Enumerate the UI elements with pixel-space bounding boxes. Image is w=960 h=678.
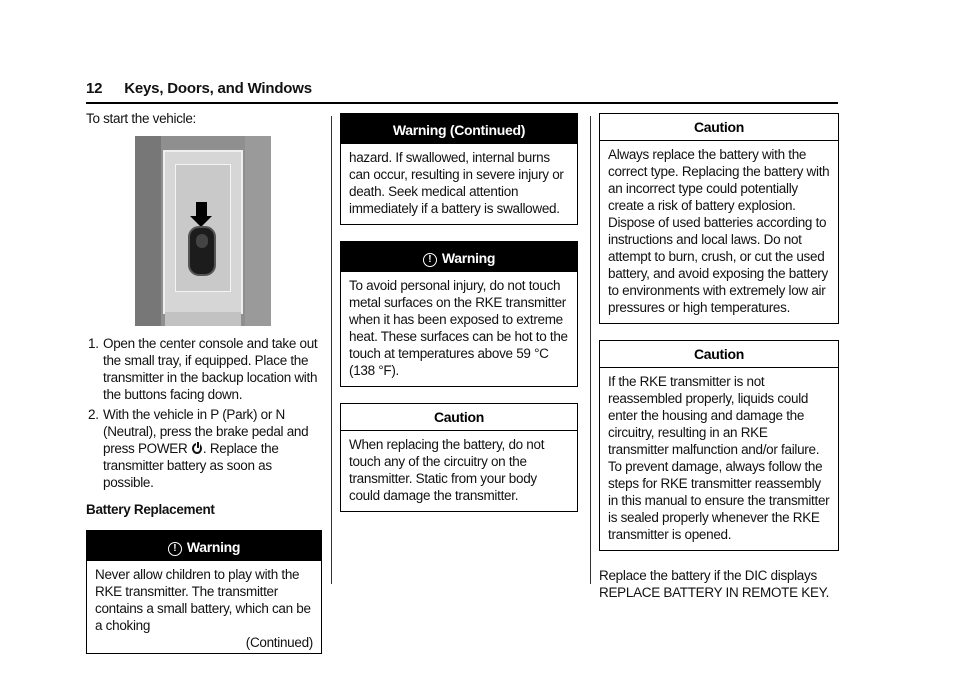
caution-title: Caution bbox=[600, 341, 838, 368]
intro-text: To start the vehicle: bbox=[86, 111, 197, 126]
warning-title: Warning bbox=[441, 250, 496, 266]
closing-text: Replace the battery if the DIC displays REPLACE BATTERY IN REMOTE KEY. bbox=[599, 568, 830, 600]
console-backup-location-photo bbox=[135, 136, 271, 326]
column-3 bbox=[599, 113, 839, 601]
page-header bbox=[86, 80, 312, 97]
caution-box-circuitry bbox=[340, 403, 578, 512]
caution-body: When replacing the battery, do not touch any of the circuitry on the transmitter. Static from your body could damage the transmitter. bbox=[349, 437, 545, 503]
battery-replacement-heading: Battery Replacement bbox=[86, 502, 215, 517]
down-arrow-icon bbox=[196, 202, 207, 216]
caution-box-reassembly bbox=[599, 340, 839, 551]
caution-box-battery-type bbox=[599, 113, 839, 324]
power-icon bbox=[192, 443, 202, 454]
warning-body: To avoid personal injury, do not touch metal surfaces on the RKE transmitter when it has been exposed to extreme heat. These surfaces can be hot to the touch at temperatures above 59 °C (138 °F). bbox=[349, 278, 568, 378]
warning-continued-box bbox=[340, 113, 578, 225]
warning-continued-body: hazard. If swallowed, internal burns can occur, resulting in severe injury or death. Seek medical attention immediately if a battery is swallowed. bbox=[349, 150, 564, 216]
list-item: 2. With the vehicle in P (Park) or N (Neutral), press the brake pedal and press POWER . Replace the transmitter battery as soon as possible. bbox=[88, 407, 309, 490]
exclamation-circle-icon: ! bbox=[168, 542, 182, 556]
start-steps-list bbox=[86, 335, 322, 491]
caution-body: If the RKE transmitter is not reassembled properly, liquids could enter the housing and damage the circuitry, resulting in an RKE transmitter malfunction and/or failure. To prevent damage, always follow the steps for RKE transmitter reassembly in this manual to ensure the transmitter is sealed properly whenever the RKE transmitter is opened. bbox=[608, 374, 830, 542]
warning-box bbox=[86, 530, 322, 654]
warning-box-heat bbox=[340, 241, 578, 387]
exclamation-circle-icon: ! bbox=[423, 253, 437, 267]
key-fob-icon bbox=[188, 226, 216, 276]
caution-title: Caution bbox=[341, 404, 577, 431]
caution-title: Caution bbox=[600, 114, 838, 141]
column-1 bbox=[86, 110, 322, 670]
section-title: Keys, Doors, and Windows bbox=[124, 80, 312, 97]
page-number: 12 bbox=[86, 80, 103, 97]
header-rule bbox=[86, 102, 838, 104]
column-divider-2 bbox=[590, 116, 591, 584]
warning-continued-title: Warning (Continued) bbox=[341, 114, 577, 144]
warning-title: Warning bbox=[186, 539, 241, 555]
warning-body: Never allow children to play with the RKE transmitter. The transmitter contains a small battery, which can be a choking bbox=[95, 567, 311, 633]
caution-body: Always replace the battery with the correct type. Replacing the battery with an incorrect type could potentially create a risk of battery explosion. Dispose of used batteries according to instructions and local laws. Do not attempt to burn, crush, or cut the used battery, and avoid exposing the battery to environments with extremely low air pressures or high temperatures. bbox=[608, 147, 830, 315]
list-item: 1. Open the center console and take out the small tray, if equipped. Place the transmitter in the backup location with the buttons facing down. bbox=[88, 336, 318, 402]
continued-label: (Continued) bbox=[245, 635, 313, 650]
column-2 bbox=[340, 113, 578, 528]
column-divider-1 bbox=[331, 116, 332, 584]
